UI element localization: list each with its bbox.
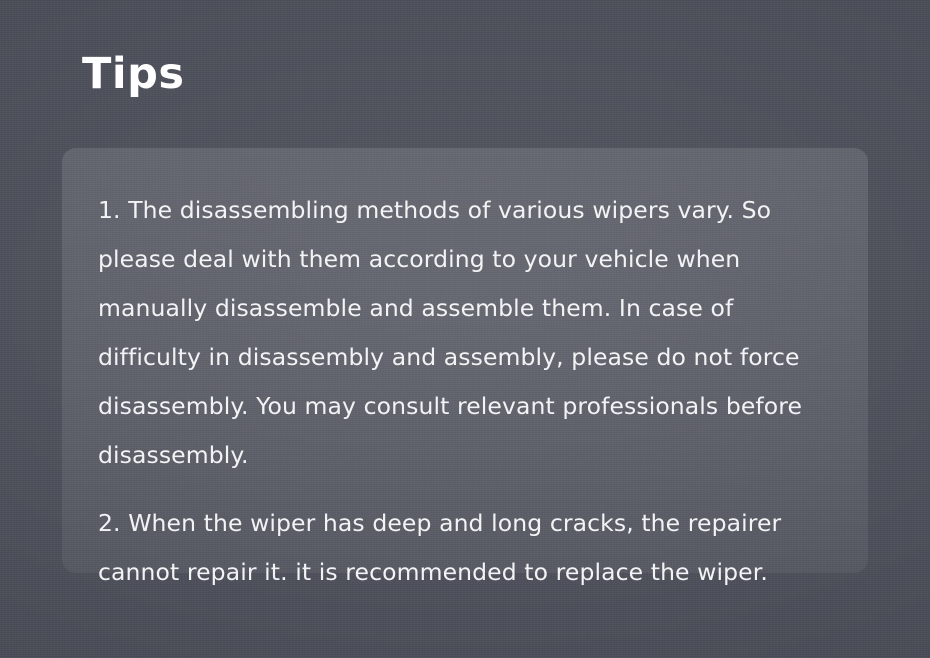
tips-paragraph-2: 2. When the wiper has deep and long cracks, the repairer cannot repair it. it is recommended to replace the wiper. (98, 509, 782, 586)
tips-card (62, 148, 868, 586)
tips-paragraph-1: 1. The disassembling methods of various wipers vary. So please deal with them according to your vehicle when manually disassemble and assemble them. In case of difficulty in disassembly and assembly, please do not force disassembly. You may consult relevant professionals before disassembly. (98, 196, 803, 469)
page-title: Tips (82, 49, 185, 99)
